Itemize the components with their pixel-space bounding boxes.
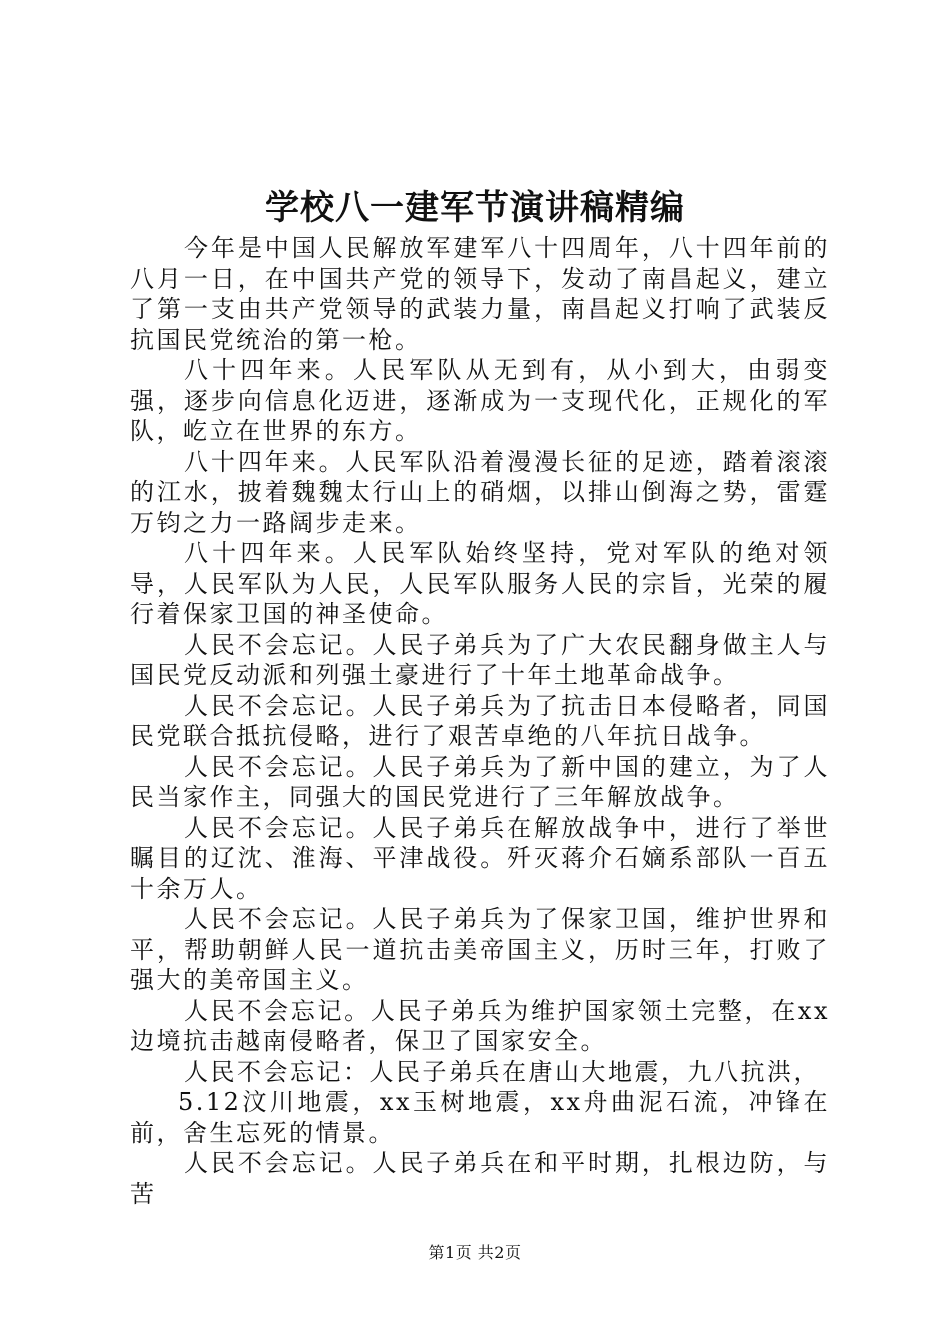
document-title: 学校八一建军节演讲稿精编	[265, 188, 685, 228]
paragraph-12: 5.12汶川地震，xx玉树地震，xx舟曲泥石流，冲锋在前，舍生忘死的情景。	[130, 1088, 830, 1147]
paragraph-11: 人民不会忘记：人民子弟兵在唐山大地震，九八抗洪，	[184, 1057, 820, 1086]
paragraph-4: 八十四年来。人民军队始终坚持，党对军队的绝对领导，人民军队为人民，人民军队服务人民的宗旨，光荣的履行着保家卫国的神圣使命。	[130, 539, 830, 628]
paragraph-8: 人民不会忘记。人民子弟兵在解放战争中，进行了举世瞩目的辽沈、淮海、平津战役。歼灭蒋介石嫡系部队一百五十余万人。	[130, 813, 830, 903]
paragraph-2: 八十四年来。人民军队从无到有，从小到大，由弱变强，逐步向信息化迈进，逐渐成为一支现代化，正规化的军队，屹立在世界的东方。	[130, 356, 830, 445]
page-number-footer: 第1页 共2页	[428, 1243, 522, 1262]
paragraph-3: 八十四年来。人民军队沿着漫漫长征的足迹，踏着滚滚的江水，披着魏魏太行山上的硝烟，以排山倒海之势，雷霆万钧之力一路阔步走来。	[130, 447, 830, 537]
paragraph-9: 人民不会忘记。人民子弟兵为了保家卫国，维护世界和平，帮助朝鲜人民一道抗击美帝国主义，历时三年，打败了强大的美帝国主义。	[130, 905, 830, 994]
paragraph-5: 人民不会忘记。人民子弟兵为了广大农民翻身做主人与国民党反动派和列强土豪进行了十年土地革命战争。	[130, 630, 830, 689]
paragraph-6: 人民不会忘记。人民子弟兵为了抗击日本侵略者，同国民党联合抵抗侵略，进行了艰苦卓绝的八年抗日战争。	[130, 691, 830, 750]
document-body	[130, 233, 830, 1209]
paragraph-13: 人民不会忘记。人民子弟兵在和平时期，扎根边防，与苦	[130, 1149, 830, 1208]
paragraph-1: 今年是中国人民解放军建军八十四周年，八十四年前的八月一日，在中国共产党的领导下，发动了南昌起义，建立了第一支由共产党领导的武装力量，南昌起义打响了武装反抗国民党统治的第一枪。	[130, 234, 830, 354]
paragraph-7: 人民不会忘记。人民子弟兵为了新中国的建立，为了人民当家作主，同强大的国民党进行了三年解放战争。	[130, 752, 830, 811]
paragraph-10: 人民不会忘记。人民子弟兵为维护国家领土完整，在xx边境抗击越南侵略者，保卫了国家安全。	[130, 996, 830, 1055]
